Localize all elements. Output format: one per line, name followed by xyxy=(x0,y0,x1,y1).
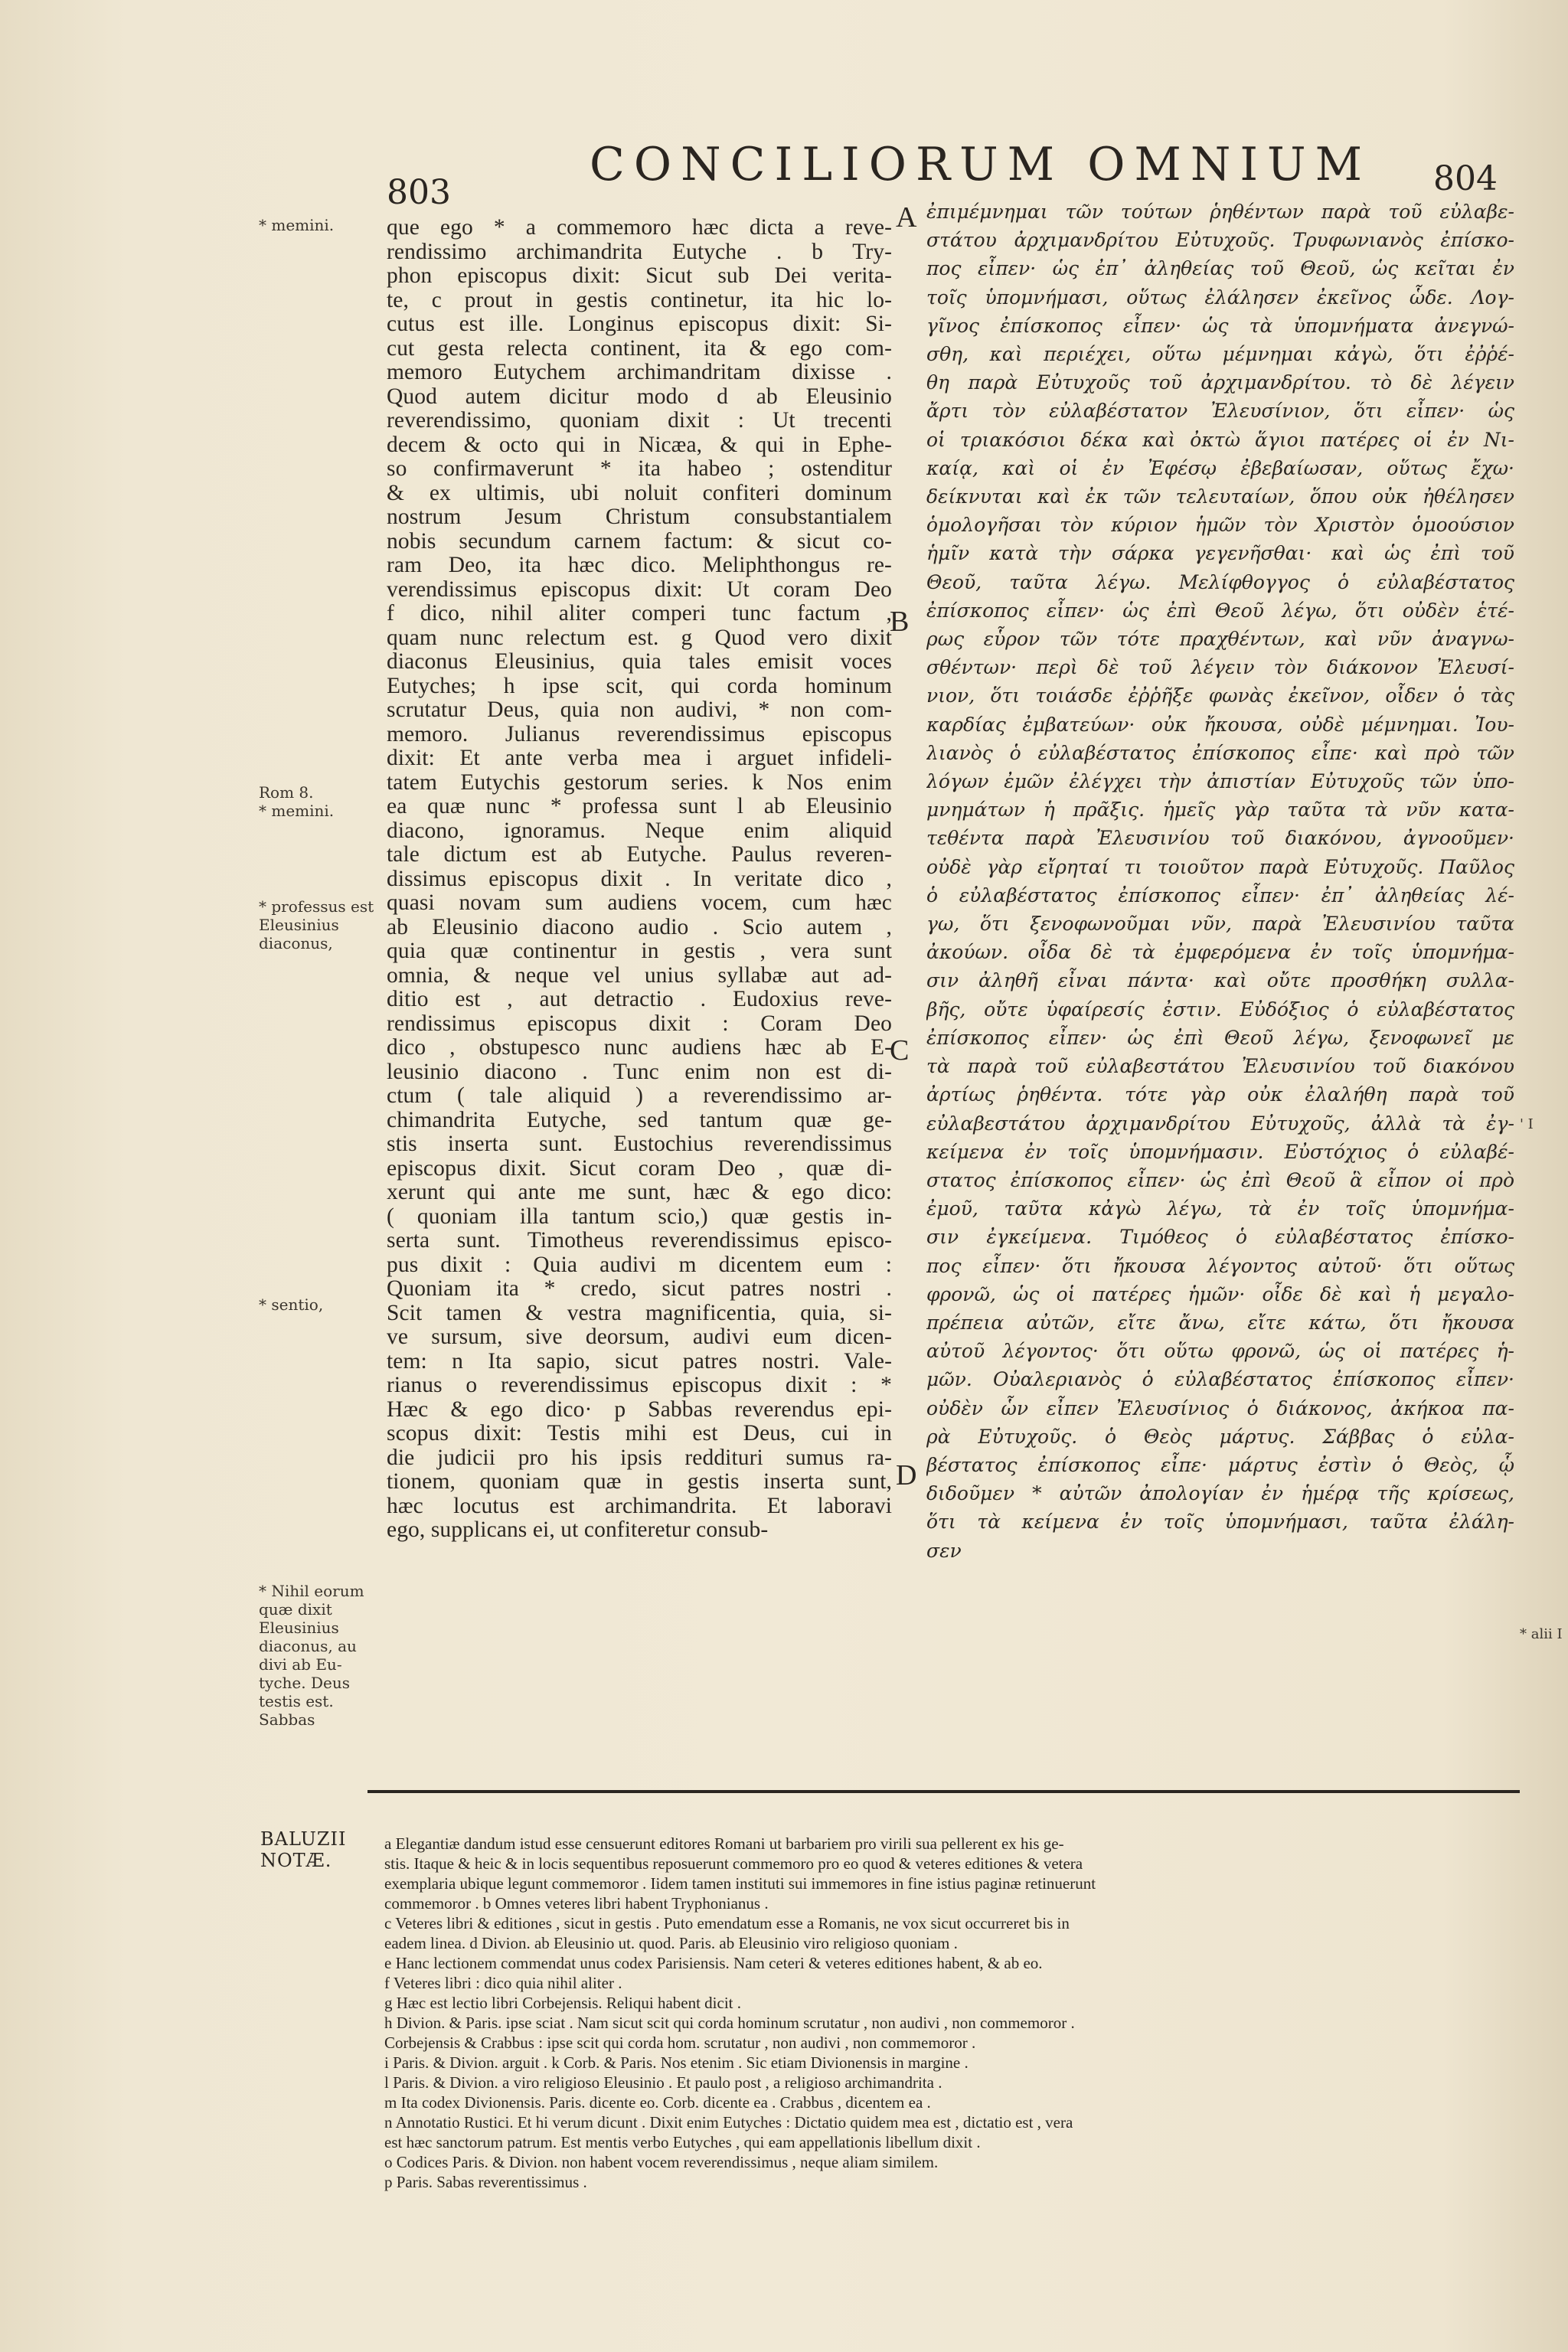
text-line: οὐδὲ γὰρ εἴρηταί τι τοιοῦτον παρὰ Εὐτυχοῦς. Παῦλος xyxy=(926,855,1514,878)
text-line: leusinio diacono . Tunc enim non est di- xyxy=(387,1060,892,1084)
text-line: γω, ὅτι ξενοφωνοῦμαι νῦν, παρὰ Ἐλευσινίου ταῦτα xyxy=(926,913,1514,936)
text-line: σεν xyxy=(926,1539,962,1562)
footnote xyxy=(384,2073,1510,2092)
text-line: scrutatur Deus, quia non audivi, * non com- xyxy=(387,698,892,722)
text-line: τεθέντα παρὰ Ἐλευσινίου τοῦ διακόνου, ἀγνοοῦμεν· xyxy=(926,827,1514,850)
margin-note: Sabbas xyxy=(259,1710,315,1729)
text-line: dico , obstupesco nunc audiens hæc ab E- xyxy=(387,1036,892,1060)
text-line: rendissimo archimandrita Eutyche . b Try- xyxy=(387,240,892,264)
footnote-line: h Divion. & Paris. ipse sciat . Nam sicut scit qui corda hominum scrutatur , non audivi , non commemoror . xyxy=(384,2014,1075,2032)
text-line: εὐλαβεστάτου ἀρχιμανδρίτου Εὐτυχοῦς, ἀλλὰ τὰ ἐγ- xyxy=(926,1112,1514,1135)
section-mark: C xyxy=(890,1034,910,1067)
text-line: diacono, ignoramus. Neque enim aliquid xyxy=(387,818,892,843)
text-line: σθέντων· περὶ δὲ τοῦ λέγειν τὸν διάκονον Ἐλευσί- xyxy=(926,656,1514,679)
footnote-line: commemoror . b Omnes veteres libri habent Tryphonianus . xyxy=(384,1894,769,1913)
text-line: die judicii pro his ipsis reddituri sumus ra- xyxy=(387,1446,892,1470)
text-line: ea quæ nunc * professa sunt l ab Eleusinio xyxy=(387,795,892,818)
margin-note: * memini. xyxy=(259,216,335,234)
text-line: que ego * a commemoro hæc dicta a reve- xyxy=(387,216,892,240)
text-line: ego, supplicans ei, ut confiteretur consub- xyxy=(387,1518,769,1542)
margin-note: Eleusinius xyxy=(259,1619,339,1637)
margin-note: * professus est xyxy=(259,897,374,916)
text-line: ὁ εὐλαβέστατος ἐπίσκοπος εἶπεν· ἐπ᾽ ἀληθείας λέ- xyxy=(926,884,1514,906)
text-line: tem: n Ita sapio, sicut patres nostri. Vale- xyxy=(387,1349,892,1374)
text-line: γῖνος ἐπίσκοπος εἶπεν· ὡς τὰ ὑπομνήματα ἀνεγνώ- xyxy=(926,314,1514,337)
margin-note-right: ' I xyxy=(1520,1116,1534,1132)
text-line: omnia, & neque vel unius syllabæ aut ad- xyxy=(387,963,892,988)
text-line: ἡμῖν κατὰ τὴν σάρκα γεγενῆσθαι· καὶ ὡς ἐπὶ τοῦ xyxy=(926,542,1514,565)
text-line: rianus o reverendissimus episcopus dixit : * xyxy=(387,1374,892,1397)
text-line: κείμενα ἐν τοῖς ὑπομνήμασιν. Εὐστόχιος ὁ εὐλαβέ- xyxy=(926,1140,1514,1163)
footnote-line: n Annotatio Rustici. Et hi verum dicunt . Dixit enim Eutyches : Dictatio quidem mea est , dictatio est , vera xyxy=(384,2113,1073,2132)
text-line: σιν ἀληθῆ εἶναι πάντα· καὶ οὔτε προσθήκη συλλα- xyxy=(926,969,1514,992)
text-line: quasi novam sum audiens vocem, cum hæc xyxy=(387,891,892,915)
text-line: ram Deo, ita hæc dico. Meliphthongus re- xyxy=(387,554,892,577)
text-line: ab Eleusinio diacono audio . Scio autem , xyxy=(387,915,892,939)
margin-note: diaconus, xyxy=(259,934,333,952)
footnote-rule xyxy=(368,1790,1520,1793)
text-line: memoro Eutychem archimandritam dixisse . xyxy=(387,361,892,384)
footnote xyxy=(384,1913,1510,1953)
margin-note: Eleusinius xyxy=(259,916,339,934)
text-line: ἐπιμέμνημαι τῶν τούτων ῥηθέντων παρὰ τοῦ εὐλαβε- xyxy=(926,201,1514,223)
footnote-line: o Codices Paris. & Divion. non habent vocem reverendissimus , neque aliam similem. xyxy=(384,2153,939,2171)
footnote-line: Corbejensis & Crabbus : ipse scit qui corda hom. scrutatur , non audivi , non commemoror . xyxy=(384,2034,976,2052)
text-line: ρως εὗρον τῶν τότε πραχθέντων, καὶ νῦν ἀναγνω- xyxy=(926,628,1514,651)
text-line: ὅτι τὰ κείμενα ἐν τοῖς ὑπομνήμασι, ταῦτα ἐλάλη- xyxy=(926,1511,1514,1534)
footnote xyxy=(384,2152,1510,2172)
text-line: phon episcopus dixit: Sicut sub Dei verita- xyxy=(387,264,892,288)
section-mark: D xyxy=(896,1459,917,1491)
footnotes xyxy=(384,1834,1510,2192)
margin-note: * Nihil eorum xyxy=(259,1582,364,1600)
latin-column xyxy=(387,216,892,1543)
footnote xyxy=(384,1993,1510,2013)
footnote xyxy=(384,2092,1510,2112)
text-line: decem & octo qui in Nicæa, & qui in Ephe- xyxy=(387,433,892,457)
text-line: στάτου ἀρχιμανδρίτου Εὐτυχοῦς. Τρυφωνιανὸς ἐπίσκο- xyxy=(926,229,1514,252)
text-line: καίᾳ, καὶ οἱ ἐν Ἐφέσῳ ἐβεβαίωσαν, οὕτως ἔχω· xyxy=(926,456,1514,479)
text-line: stis inserta sunt. Eustochius reverendissimus xyxy=(387,1132,892,1156)
footnote xyxy=(384,2172,1510,2192)
text-line: quam nunc relectum est. g Quod vero dixit xyxy=(387,626,892,650)
text-line: rendissimus episcopus dixit : Coram Deo xyxy=(387,1011,892,1036)
text-line: σθη, καὶ περιέχει, οὕτω μέμνημαι κἀγὼ, ὅτι ἐῤῥέ- xyxy=(926,343,1514,366)
margin-note: testis est. xyxy=(259,1692,334,1710)
notes-label-line: BALUZII xyxy=(260,1828,347,1850)
text-line: ἐπίσκοπος εἶπεν· ὡς ἐπὶ Θεοῦ λέγω, ὅτι οὐδὲν ἑτέ- xyxy=(926,599,1514,622)
footnote xyxy=(384,2112,1510,2152)
margin-note: * memini. xyxy=(259,802,335,820)
text-line: ve sursum, sive deorsum, audivi eum dicen- xyxy=(387,1325,892,1349)
margin-note: * sentio, xyxy=(259,1295,324,1314)
text-line: στατος ἐπίσκοπος εἶπεν· ὡς ἐπὶ Θεοῦ ἃ εἶπον οἱ πρὸ xyxy=(926,1168,1514,1191)
footnote-line: est hæc sanctorum patrum. Est mentis verbo Eutyches , qui eam appellationis libellum dixit . xyxy=(384,2133,981,2151)
notes-label-line: NOTÆ. xyxy=(260,1850,332,1871)
text-line: Quoniam ita * credo, sicut patres nostri . xyxy=(387,1277,892,1301)
text-line: tionem, quoniam quæ in gestis inserta sunt, xyxy=(387,1470,892,1494)
margin-note: Rom 8. xyxy=(259,783,314,802)
text-line: ρὰ Εὐτυχοῦς. ὁ Θεὸς μάρτυς. Σάββας ὁ εὐλα- xyxy=(926,1425,1514,1448)
text-line: αὐτοῦ λέγοντος· ὅτι οὕτω φρονῶ, ὡς οἱ πατέρες ἡ- xyxy=(926,1340,1514,1363)
text-line: dissimus episcopus dixit . In veritate dico , xyxy=(387,867,892,891)
text-line: hæc locutus est archimandrita. Et laboravi xyxy=(387,1494,892,1518)
footnote xyxy=(384,2013,1510,2053)
page-number-left: 803 xyxy=(387,173,451,212)
text-line: Scit tamen & vestra magnificentia, quia, si- xyxy=(387,1301,892,1325)
text-line: ἐπίσκοπος εἶπεν· ὡς ἐπὶ Θεοῦ λέγω, ξενοφωνεῖ με xyxy=(926,1026,1514,1049)
margin-note-right: * alii I xyxy=(1520,1626,1563,1642)
running-title: CONCILIORUM OMNIUM xyxy=(590,138,1372,191)
footnote-line: p Paris. Sabas reverentissimus . xyxy=(384,2173,587,2191)
text-line: λόγων ἐμῶν ἐλέγχει τὴν ἀπιστίαν Εὐτυχοῦς τῶν ὑπο- xyxy=(926,770,1514,793)
text-line: episcopus dixit. Sicut coram Deo , quæ di- xyxy=(387,1156,892,1181)
text-line: πρέπεια αὐτῶν, εἴτε ἄνω, εἴτε κάτω, ὅτι ἤκουσα xyxy=(926,1311,1514,1334)
text-line: so confirmaverunt * ita habeo ; ostenditur xyxy=(387,457,892,481)
text-line: βῆς, οὔτε ὑφαίρεσίς ἐστιν. Εὐδόξιος ὁ εὐλαβέστατος xyxy=(926,998,1514,1021)
text-line: cut gesta relecta continent, ita & ego com- xyxy=(387,336,892,361)
text-line: Hæc & ego dico· p Sabbas reverendus epi- xyxy=(387,1397,892,1422)
text-line: Θεοῦ, ταῦτα λέγω. Μελίφθογγος ὁ εὐλαβέστατος xyxy=(926,570,1514,593)
text-line: ἀκούων. οἶδα δὲ τὰ ἐμφερόμενα ἐν τοῖς ὑπομνήμα- xyxy=(926,941,1514,964)
footnote xyxy=(384,1973,1510,1993)
text-line: τὰ παρὰ τοῦ εὐλαβεστάτου Ἐλευσινίου τοῦ διακόνου xyxy=(926,1055,1514,1078)
text-line: reverendissimo, quoniam dixit : Ut trecenti xyxy=(387,409,892,433)
text-line: πος εἶπεν· ὡς ἐπ᾽ ἀληθείας τοῦ Θεοῦ, ὡς κεῖται ἐν xyxy=(926,257,1514,280)
text-line: quia quæ continentur in gestis , vera sunt xyxy=(387,939,892,963)
text-line: δείκνυται καὶ ἐκ τῶν τελευταίων, ὅπου οὐκ ἠθέλησεν xyxy=(926,485,1514,508)
margin-note: divi ab Eu- xyxy=(259,1655,342,1674)
text-line: xerunt qui ante me sunt, hæc & ego dico: xyxy=(387,1181,892,1204)
notes-label xyxy=(260,1828,346,1871)
text-line: cutus est ille. Longinus episcopus dixit: Si- xyxy=(387,312,892,336)
text-line: f dico, nihil aliter comperi tunc factum , xyxy=(387,602,892,626)
text-line: νιον, ὅτι τοιάσδε ἐῤῥῆξε φωνὰς ἐκεῖνον, οἶδεν ὁ τὰς xyxy=(926,684,1514,707)
footnote xyxy=(384,2053,1510,2073)
text-line: nostrum Jesum Christum consubstantialem xyxy=(387,505,892,529)
text-line: Eutyches; h ipse scit, qui corda hominum xyxy=(387,674,892,698)
text-line: οἱ τριακόσιοι δέκα καὶ ὀκτὼ ἅγιοι πατέρες οἱ ἐν Νι- xyxy=(926,428,1514,451)
text-line: tatem Eutychis gestorum series. k Nos enim xyxy=(387,770,892,795)
text-line: diaconus Eleusinius, quia tales emisit voces xyxy=(387,650,892,674)
text-line: memoro. Julianus reverendissimus episcopus xyxy=(387,722,892,746)
text-line: λιανὸς ὁ εὐλαβέστατος ἐπίσκοπος εἶπε· καὶ πρὸ τῶν xyxy=(926,741,1514,764)
text-line: scopus dixit: Testis mihi est Deus, cui in xyxy=(387,1422,892,1446)
text-line: ἀρτίως ῥηθέντα. τότε γὰρ οὐκ ἐλαλήθη παρὰ τοῦ xyxy=(926,1083,1514,1106)
text-line: verendissimus episcopus dixit: Ut coram Deo xyxy=(387,577,892,602)
text-line: καρδίας ἐμβατεύων· οὐκ ἤκουσα, οὐδὲ μέμνημαι. Ἰου- xyxy=(926,713,1514,736)
footnote-line: m Ita codex Divionensis. Paris. dicente eo. Corb. dicente ea . Crabbus , dicentem ea . xyxy=(384,2093,931,2112)
footnote-line: a Elegantiæ dandum istud esse censuerunt editores Romani ut barbariem pro virili sua pellerent ex his ge- xyxy=(384,1834,1064,1853)
text-line: ἐμοῦ, ταῦτα κἀγὼ λέγω, τὰ ἐν τοῖς ὑπομνήμα- xyxy=(926,1197,1514,1220)
text-line: & ex ultimis, ubi noluit confiteri dominum xyxy=(387,481,892,505)
text-line: pus dixit : Quia audivi m dicentem eum : xyxy=(387,1253,892,1277)
text-line: ctum ( tale aliquid ) a reverendissimo ar- xyxy=(387,1084,892,1108)
text-line: nobis secundum carnem factum: & sicut co- xyxy=(387,529,892,554)
text-line: ὁμολογῆσαι τὸν κύριον ἡμῶν τὸν Χριστὸν ὁμοούσιον xyxy=(926,514,1514,537)
footnote-line: stis. Itaque & heic & in locis sequentibus reposuerunt commemoro pro eo quod & veteres editiones & vetera xyxy=(384,1854,1083,1873)
text-line: serta sunt. Timotheus reverendissimus episco- xyxy=(387,1229,892,1253)
margin-note: tyche. Deus xyxy=(259,1674,350,1692)
footnote-line: e Hanc lectionem commendat unus codex Parisiensis. Nam ceteri & veteres editiones habent, & ab eo. xyxy=(384,1954,1043,1972)
text-line: ditio est , aut detractio . Eudoxius reve- xyxy=(387,988,892,1011)
text-line: θη παρὰ Εὐτυχοῦς τοῦ ἀρχιμανδρίτου. τὸ δὲ λέγειν xyxy=(926,371,1514,394)
text-line: μῶν. Οὐαλεριανὸς ὁ εὐλαβέστατος ἐπίσκοπος εἶπεν· xyxy=(926,1368,1514,1391)
text-line: μνημάτων ἡ πρᾶξις. ἡμεῖς γὰρ ταῦτα τὰ νῦν κατα- xyxy=(926,799,1514,822)
text-line: ἄρτι τὸν εὐλαβέστατον Ἐλευσίνιον, ὅτι εἶπεν· ὡς xyxy=(926,400,1514,423)
footnote xyxy=(384,1953,1510,1973)
footnote-line: eadem linea. d Divion. ab Eleusinio ut. quod. Paris. ab Eleusinio viro religioso quoniam . xyxy=(384,1934,958,1952)
footnote-line: exemplaria ubique legunt commemoror . Iidem tamen instituti sui immemores in fine istius paginæ retinuerunt xyxy=(384,1874,1096,1893)
margin-note: diaconus, au xyxy=(259,1637,357,1655)
section-mark: A xyxy=(896,201,917,234)
text-line: τοῖς ὑπομνήμασι, οὕτως ἐλάλησεν ἐκεῖνος ὧδε. Λογ- xyxy=(926,286,1514,309)
footnote-line: i Paris. & Divion. arguit . k Corb. & Paris. Nos etenim . Sic etiam Divionensis in margine . xyxy=(384,2053,969,2072)
text-line: φρονῶ, ὡς οἱ πατέρες ἡμῶν· οἶδε δὲ καὶ ἡ μεγαλο- xyxy=(926,1282,1514,1305)
text-line: οὐδὲν ὧν εἶπεν Ἐλευσίνιος ὁ διάκονος, ἀκήκοα πα- xyxy=(926,1396,1514,1419)
text-line: βέστατος ἐπίσκοπος εἶπε· μάρτυς ἐστὶν ὁ Θεὸς, ᾧ xyxy=(926,1453,1514,1476)
text-line: Quod autem dicitur modo d ab Eleusinio xyxy=(387,384,892,409)
text-line: διδοῦμεν * αὐτῶν ἀπολογίαν ἐν ἡμέρᾳ τῆς κρίσεως, xyxy=(926,1482,1514,1505)
footnote-line: g Hæc est lectio libri Corbejensis. Reliqui habent dicit . xyxy=(384,1994,741,2012)
text-line: πος εἶπεν· ὅτι ἤκουσα λέγοντος αὐτοῦ· ὅτι οὕτως xyxy=(926,1254,1514,1277)
text-line: chimandrita Eutyche, sed tantum quæ ge- xyxy=(387,1108,892,1132)
text-line: ( quoniam illa tantum scio,) quæ gestis in- xyxy=(387,1204,892,1229)
footnote-line: l Paris. & Divion. a viro religioso Eleusinio . Et paulo post , a religioso archimandrita . xyxy=(384,2073,942,2092)
footnote xyxy=(384,1834,1510,1913)
greek-column xyxy=(926,198,1514,1565)
text-line: dixit: Et ante verba mea i arguet infideli- xyxy=(387,746,892,770)
footnote-line: c Veteres libri & editiones , sicut in gestis . Puto emendatum esse a Romanis, ne vox sicut occurreret bis in xyxy=(384,1914,1070,1932)
section-mark: B xyxy=(890,606,910,638)
text-line: σιν ἐγκείμενα. Τιμόθεος ὁ εὐλαβέστατος ἐπίσκο- xyxy=(926,1226,1514,1249)
text-line: tale dictum est ab Eutyche. Paulus reveren- xyxy=(387,843,892,867)
footnote-line: f Veteres libri : dico quia nihil aliter . xyxy=(384,1974,622,1992)
text-line: te, c prout in gestis continetur, ita hic lo- xyxy=(387,288,892,312)
page-number-right: 804 xyxy=(1433,159,1498,198)
margin-note: quæ dixit xyxy=(259,1600,332,1619)
